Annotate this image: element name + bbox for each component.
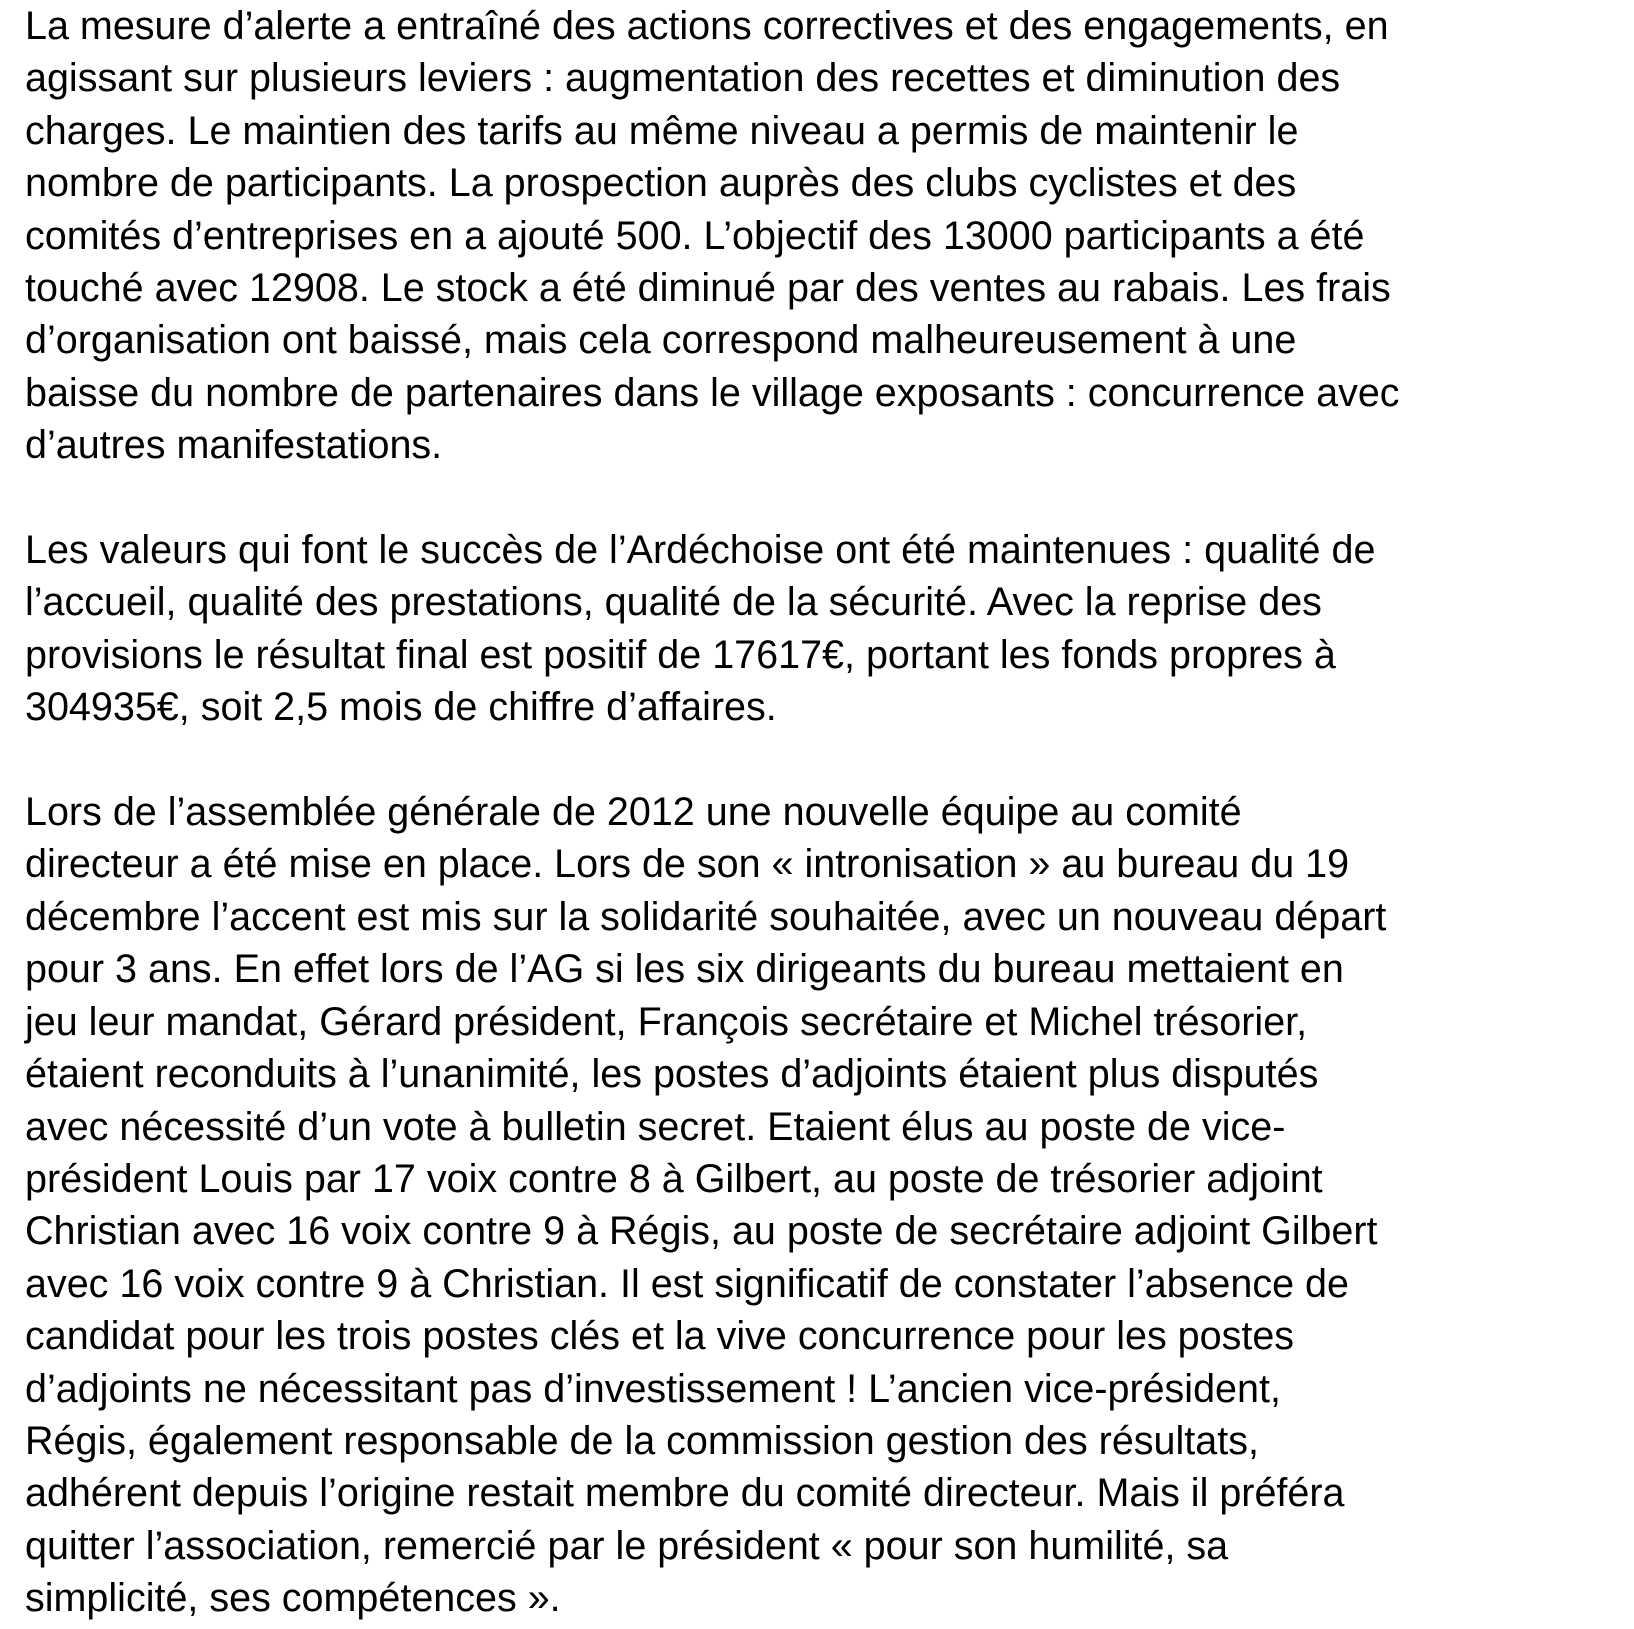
text-line: provisions le résultat final est positif de 17617€, portant les fonds propres à <box>25 632 1336 677</box>
text-line: comités d’entreprises en a ajouté 500. L’objectif des 13000 participants a été <box>25 213 1365 258</box>
text-line: simplicité, ses compétences ». <box>25 1576 561 1621</box>
text-line: agissant sur plusieurs leviers : augmentation des recettes et diminution des <box>25 56 1341 101</box>
text-line: avec 16 voix contre 9 à Christian. Il est significatif de constater l’absence de <box>25 1261 1349 1306</box>
text-line: président Louis par 17 voix contre 8 à Gilbert, au poste de trésorier adjoint <box>25 1156 1323 1201</box>
text-line: d’organisation ont baissé, mais cela correspond malheureusement à une <box>25 318 1297 363</box>
paragraph-alert-measure <box>25 0 1610 472</box>
text-line: d’autres manifestations. <box>25 423 443 468</box>
text-line: Christian avec 16 voix contre 9 à Régis, au poste de secrétaire adjoint Gilbert <box>25 1209 1378 1254</box>
text-line: pour 3 ans. En effet lors de l’AG si les six dirigeants du bureau mettaient en <box>25 947 1344 992</box>
text-line: Les valeurs qui font le succès de l’Ardéchoise ont été maintenues : qualité de <box>25 528 1376 573</box>
text-line: candidat pour les trois postes clés et la vive concurrence pour les postes <box>25 1314 1295 1359</box>
text-line: jeu leur mandat, Gérard président, François secrétaire et Michel trésorier, <box>25 999 1308 1044</box>
text-line: nombre de participants. La prospection auprès des clubs cyclistes et des <box>25 161 1297 206</box>
text-line: touché avec 12908. Le stock a été diminué par des ventes au rabais. Les frais <box>25 266 1391 311</box>
text-line: l’accueil, qualité des prestations, qualité de la sécurité. Avec la reprise des <box>25 580 1322 625</box>
text-line: avec nécessité d’un vote à bulletin secret. Etaient élus au poste de vice- <box>25 1104 1286 1149</box>
text-line: baisse du nombre de partenaires dans le village exposants : concurrence avec <box>25 370 1400 415</box>
text-line: La mesure d’alerte a entraîné des actions correctives et des engagements, en <box>25 4 1389 48</box>
text-line: Lors de l’assemblée générale de 2012 une nouvelle équipe au comité <box>25 790 1242 835</box>
text-line: directeur a été mise en place. Lors de son « intronisation » au bureau du 19 <box>25 842 1350 887</box>
text-line: d’adjoints ne nécessitant pas d’investissement ! L’ancien vice-président, <box>25 1366 1281 1411</box>
text-line: 304935€, soit 2,5 mois de chiffre d’affaires. <box>25 685 777 730</box>
text-line: charges. Le maintien des tarifs au même niveau a permis de maintenir le <box>25 108 1299 153</box>
paragraph-values-results <box>25 524 1610 734</box>
text-line: quitter l’association, remercié par le président « pour son humilité, sa <box>25 1523 1229 1568</box>
text-line: Régis, également responsable de la commission gestion des résultats, <box>25 1418 1259 1463</box>
paragraph-general-assembly <box>25 786 1610 1625</box>
text-line: étaient reconduits à l’unanimité, les postes d’adjoints étaient plus disputés <box>25 1052 1319 1097</box>
text-line: adhérent depuis l’origine restait membre du comité directeur. Mais il préféra <box>25 1471 1345 1516</box>
text-line: décembre l’accent est mis sur la solidarité souhaitée, avec un nouveau départ <box>25 894 1387 939</box>
